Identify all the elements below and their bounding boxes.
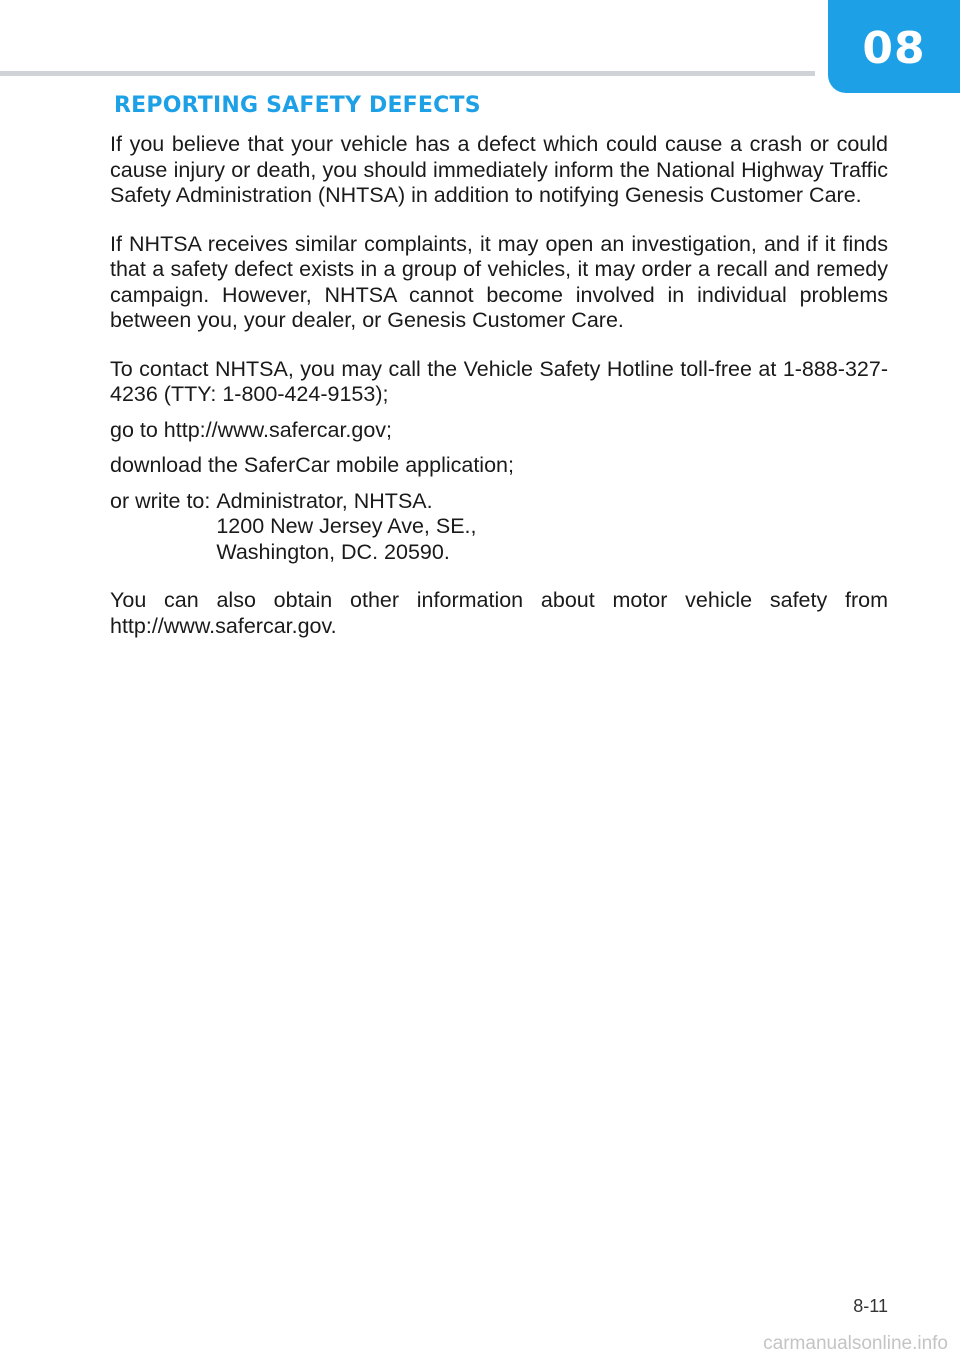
paragraph-more-info: You can also obtain other information about motor vehicle safety from http://www.safercar.gov. [110, 588, 888, 638]
paragraph-report-defect: If you believe that your vehicle has a defect which could cause a crash or could cause injury or death, you should immediately inform the National Highway Traffic Safety Administration (NHTSA) in addition to notifying Genesis Customer Care. [110, 132, 888, 207]
watermark: carmanualsonline.info [763, 1333, 948, 1354]
address-line: Washington, DC. 20590. [216, 539, 450, 564]
contact-mobile-app: download the SaferCar mobile application; [110, 453, 514, 477]
chapter-tab [828, 0, 960, 93]
page-number: 8-11 [853, 1296, 888, 1316]
paragraph-investigation: If NHTSA receives similar complaints, it may open an investigation, and if it finds that a safety defect exists in a group of vehicles, it may order a recall and remedy campaign. However, NHTSA cannot become involved in individual problems between you, your dealer, or Genesis Customer Care. [110, 231, 888, 332]
header-rule [0, 71, 815, 76]
content-body [110, 132, 888, 639]
chapter-number: 08 [862, 23, 926, 74]
address-label: or write to: [110, 488, 217, 513]
address-line: Administrator, NHTSA. [216, 488, 433, 513]
contact-hotline: To contact NHTSA, you may call the Vehicle Safety Hotline toll-free at 1-888-327-4236 (TTY: 1-800-424-9153); [110, 356, 888, 406]
mailing-address [110, 489, 888, 566]
section-title: REPORTING SAFETY DEFECTS [114, 93, 481, 118]
contact-website: go to http://www.safercar.gov; [110, 417, 393, 442]
address-line: 1200 New Jersey Ave, SE., [216, 514, 477, 538]
address-lines [216, 489, 476, 566]
